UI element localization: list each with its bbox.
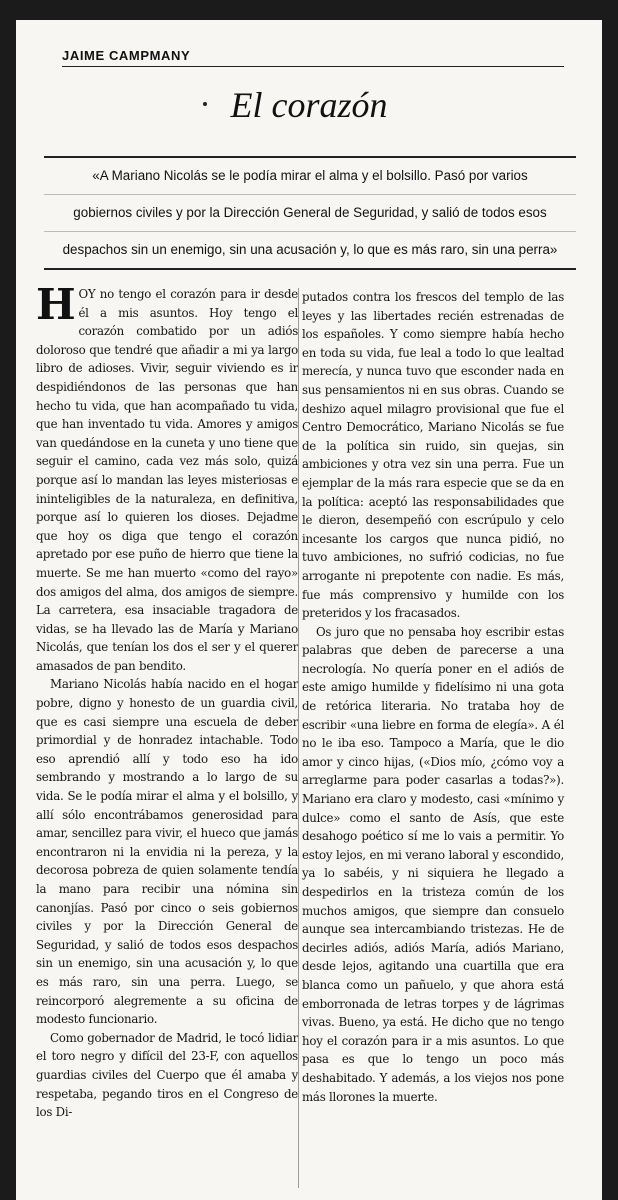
left-column <box>36 280 298 1122</box>
paragraph-2: Mariano Nicolás había nacido en el hogar pobre, digno y honesto de un guardia civil, que es casi siempre una escuela de deber primordial y de honradez intachable. Todo eso aprendió allí y todo eso ha ido sembrando y mostrando a lo largo de su vida. Se le podía mirar el alma y el bolsillo, y allí sólo encontrábamos generosidad para amar, sencillez para vivir, el hueco que jamás encontraron ni la envidia ni la pereza, y la decorosa pobreza de quien solamente tendía la mano para recibir una nómina sin canonjías. Pasó por cinco o seis gobiernos civiles y por la Dirección General de Seguridad, y salió de todos esos despachos sin un enemigo, sin una acusación y, lo que es más raro, sin una perra. Luego, se reincorporó alegremente a su oficina de modesto funcionario. <box>36 677 298 1027</box>
pull-quote-line: despachos sin un enemigo, sin una acusación y, lo que es más raro, sin una perra» <box>44 231 576 268</box>
pull-quote-line: gobiernos civiles y por la Dirección General de Seguridad, y salió de todos esos <box>44 194 576 231</box>
pull-quote-line: «A Mariano Nicolás se le podía mirar el alma y el bolsillo. Pasó por varios <box>92 168 528 183</box>
drop-cap: H <box>36 280 76 329</box>
paragraph-5: Os juro que no pensaba hoy escribir estas palabras que deben de parecerse a una necrología. No quería poner en el adiós de este amigo humilde y fidelísimo ni una gota de retórica literaria. No trataba hoy de escribir «una liebre en forma de elegía». A él no le iba eso. Tampoco a María, que le dio amor y cinco hijas, («Dios mío, ¿cómo voy a arreglarme para poder casarlas a todas?»). Mariano era claro y modesto, casi «mínimo y dulce» como el santo de Asís, que este desahogo poético sí me lo vais a permitir. Yo estoy lejos, en mi verano laboral y escondido, ya lo sabéis, y ni siquiera he llegado a despedirlos en la tristeza común de los muchos amigos, que siempre dan consuelo aunque sea intercambiando tristezas. He de decirles adiós, adiós María, adiós Mariano, desde lejos, agitando una cuartilla que era blanca como un pañuelo, y que ahora está emborronada de letras torpes y de lágrimas vivas. Bueno, ya está. He dicho que no tengo hoy el corazón para ir a mis asuntos. Lo que pasa es que lo tengo un poco más deshabitado. Y además, a los viejos nos pone más llorones la muerte. <box>302 624 564 1104</box>
article-title: El corazón <box>230 85 388 125</box>
author-byline: JAIME CAMPMANY <box>62 48 564 67</box>
paragraph-3: Como gobernador de Madrid, le tocó lidiar el toro negro y difícil del 23-F, con aquellos guardias civiles del Cuerpo que él amaba y respetaba, pegando tiros en el Congreso de los Di- <box>36 1030 298 1120</box>
newspaper-page <box>16 20 602 1200</box>
right-column <box>302 288 564 1106</box>
column-divider <box>298 288 299 1188</box>
paragraph-4: putados contra los frescos del templo de las leyes y las libertades recién estrenadas de los españoles. Y como siempre había hecho en toda su vida, fue leal a todo lo que lealtad merecía, y nunca tuvo que esconder nada en sus pensamientos ni en sus obras. Cuando se deshizo aquel milagro provisional que fue el Centro Democrático, Mariano Nicolás se fue de la política sin ruido, sin quejas, sin ambiciones y otra vez sin una perra. Fue un ejemplar de la más rara especie que se da en la política: aceptó las responsabilidades que le dieron, desempeñó con escrúpulo y celo incesante los cargos que nunca pidió, no tuvo ambiciones, no sufrió codicias, no fue arrogante ni prepotente con nadie. Es más, fue más comprensivo y humilde con los preteridos y los fracasados. <box>302 290 564 621</box>
paragraph-1-text: OY no tengo el corazón para ir desde él a mis asuntos. Hoy tengo el corazón combatido por un adiós doloroso que tendré que añadir a mi ya largo libro de adioses. Vivir, seguir viviendo es ir despidiéndonos de las personas que han hecho tu vida, que han acompañado tu vida, que han inventado tu vida. Amores y amigos van quedándose en la cuneta y uno tiene que seguir el camino, cada vez más solo, quizá porque así lo mandan las leyes misteriosas e ininteligibles de la naturaleza, en definitiva, porque así lo quieren los dioses. Dejadme que hoy os diga que tengo el corazón apretado por ese puño de hierro que tiene la muerte. Se me han muerto «como del rayo» dos amigos del alma, dos amigos de siempre. La carretera, esa insaciable tragadora de vidas, se ha llevado las de María y Mariano Nicolás, que tenían los dos el ser y el querer amasados de pan bendito. <box>36 287 298 673</box>
paragraph-1 <box>36 280 298 675</box>
pull-quote <box>44 156 576 270</box>
